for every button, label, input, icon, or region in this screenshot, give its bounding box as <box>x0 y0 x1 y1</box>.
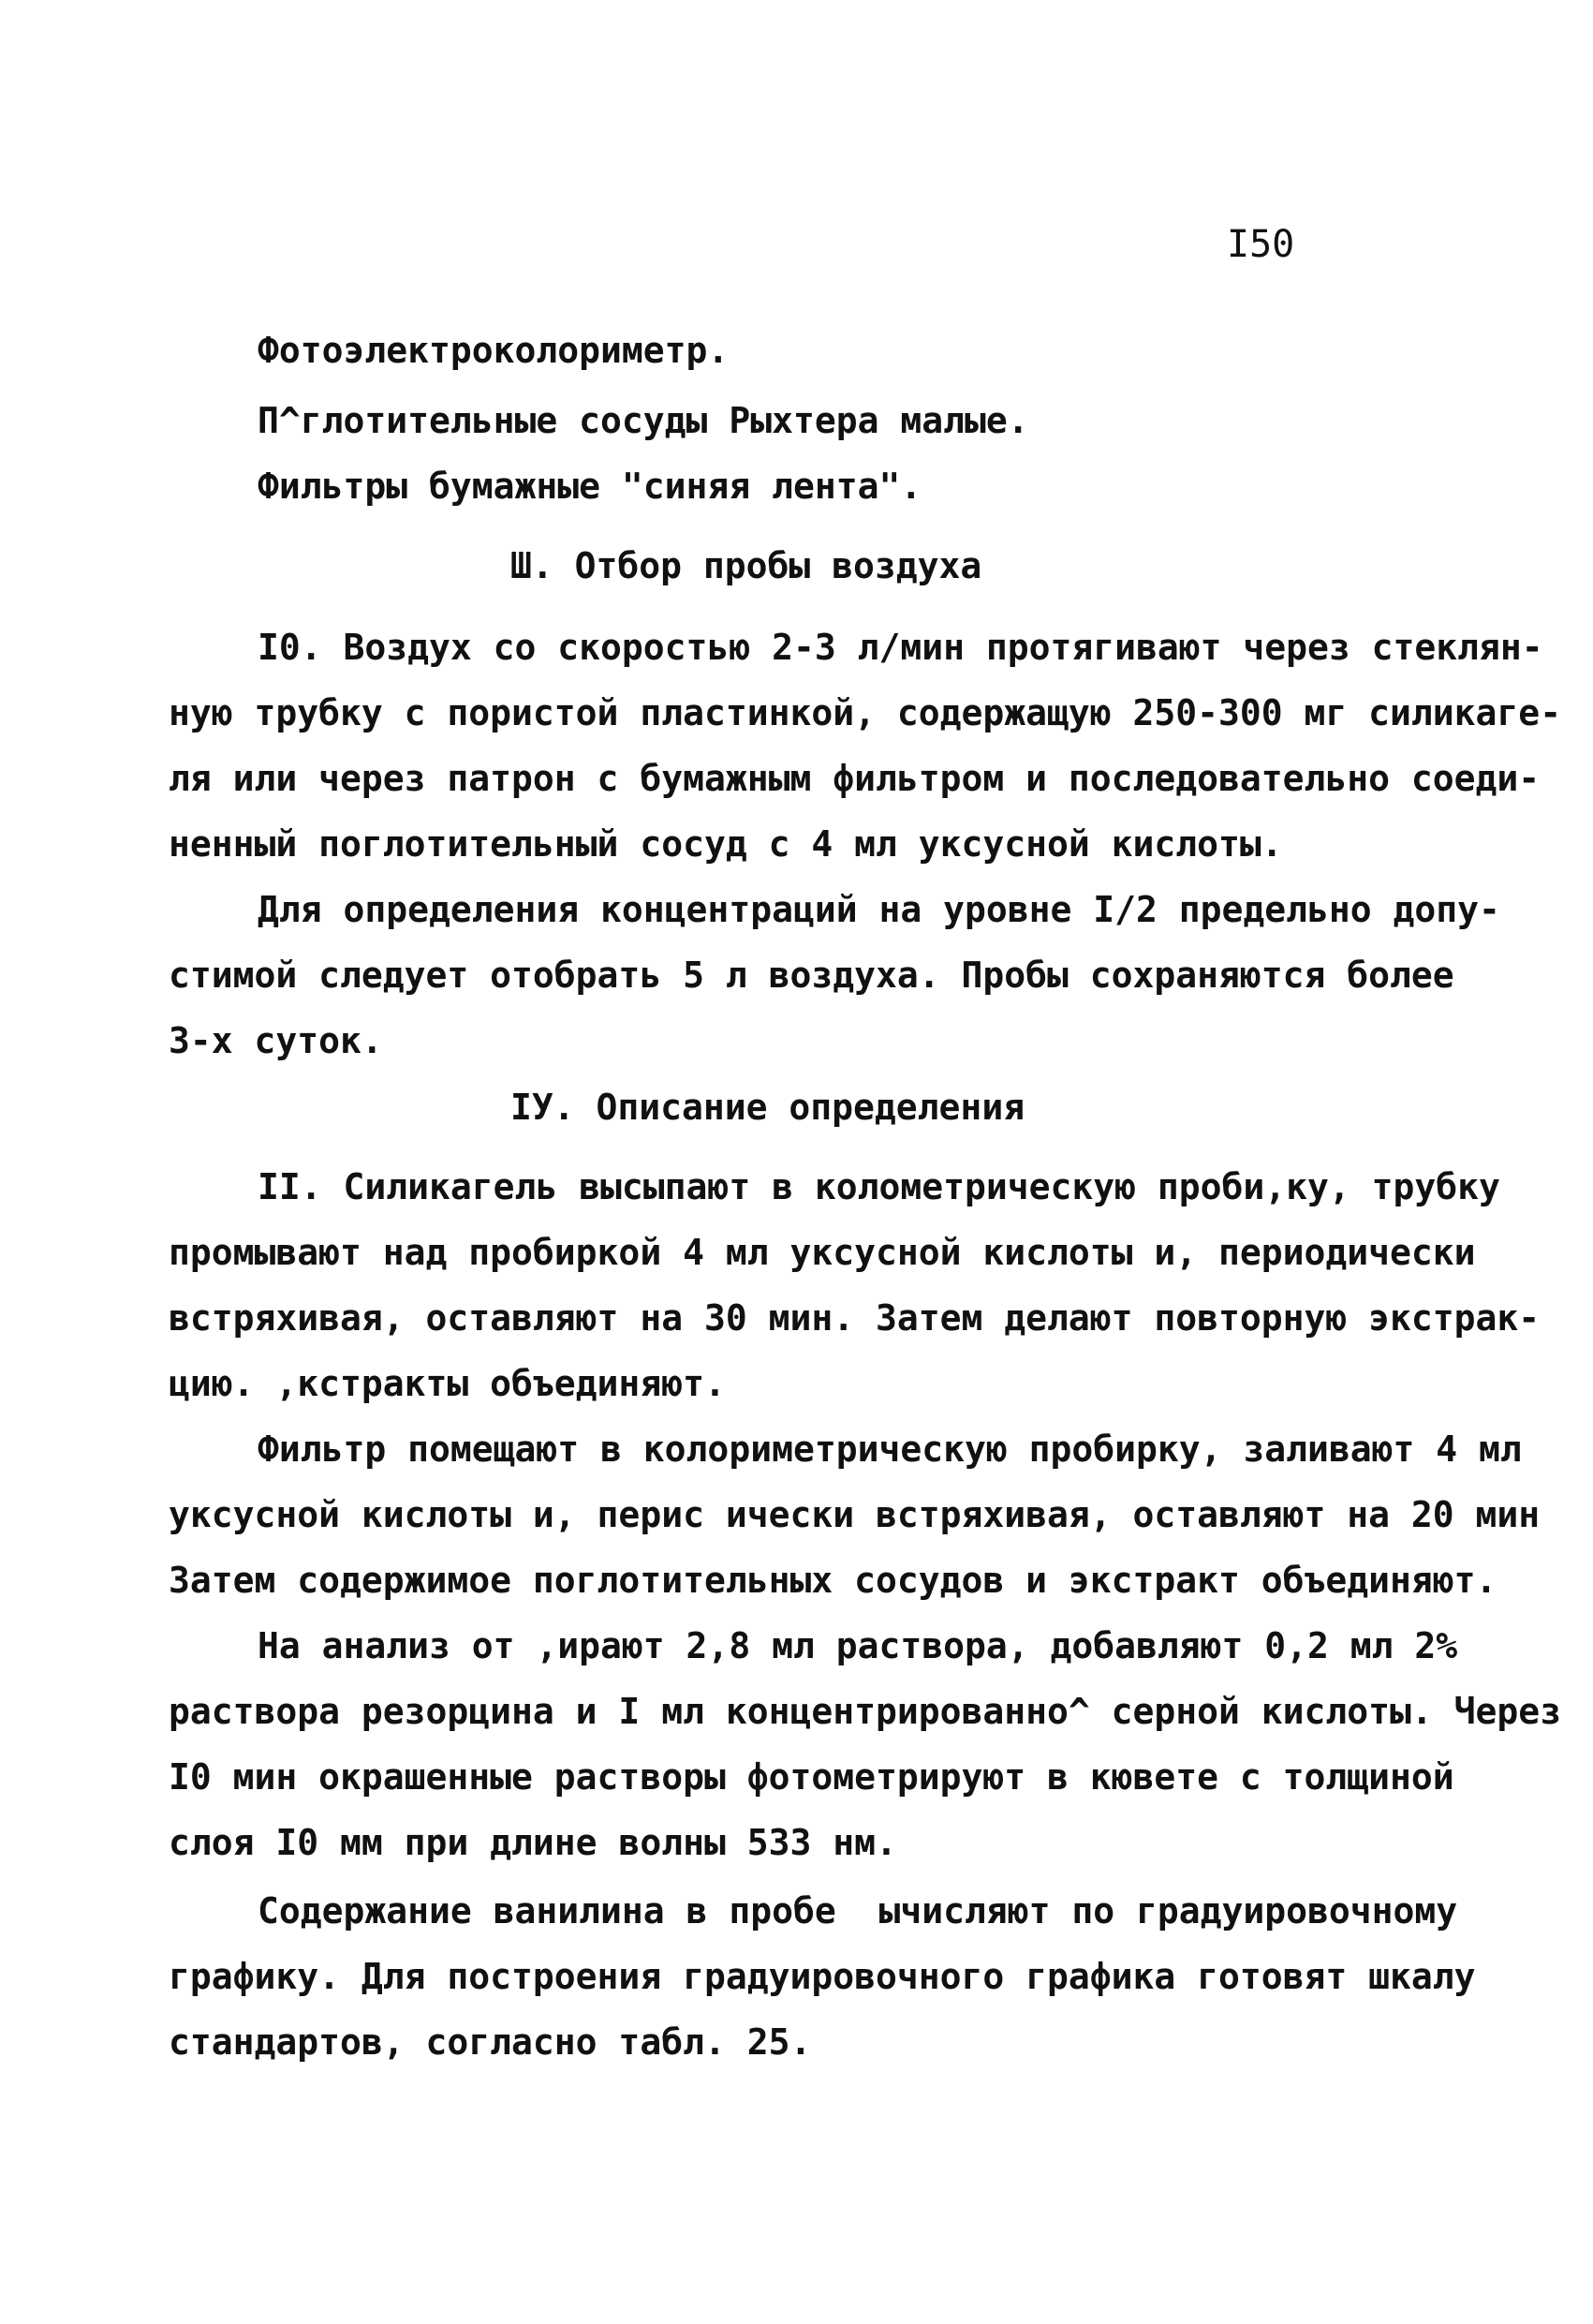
paragraph-line: Для определения концентраций на уровне I/2 предельно допу- <box>258 889 1500 930</box>
equipment-item-absorption-vessels: П^глотительные сосуды Рыхтера малые. <box>258 400 1029 441</box>
page-number: I50 <box>1227 223 1295 266</box>
paragraph-line: Затем содержимое поглотительных сосудов и экстракт объединяют. <box>169 1560 1497 1601</box>
paragraph-line: II. Силикагель высыпают в колометрическую проби,ку, трубку <box>258 1166 1500 1207</box>
paragraph-line: цию. ,кстракты объединяют. <box>169 1363 726 1404</box>
paragraph-line: Фильтр помещают в колориметрическую пробирку, заливают 4 мл <box>258 1428 1522 1470</box>
paragraph-line: слоя I0 мм при длине волны 533 нм. <box>169 1822 897 1863</box>
paragraph-line: стимой следует отобрать 5 л воздуха. Пробы сохраняются более <box>169 955 1454 996</box>
paragraph-line: ную трубку с пористой пластинкой, содержащую 250-300 мг силикаге- <box>169 692 1562 733</box>
equipment-item-photocolorimeter: Фотоэлектроколориметр. <box>258 330 730 371</box>
paragraph-line: 3-х суток. <box>169 1020 383 1061</box>
section-heading-procedure: IУ. Описание определения <box>510 1087 1025 1128</box>
paragraph-line: I0 мин окрашенные растворы фотометрируют в кювете с толщиной <box>169 1756 1454 1798</box>
equipment-item-paper-filters: Фильтры бумажные "синяя лента". <box>258 466 922 507</box>
paragraph-line: ненный поглотительный сосуд с 4 мл уксусной кислоты. <box>169 823 1283 865</box>
paragraph-line: Содержание ванилина в пробе ычисляют по градуировочному <box>258 1890 1458 1932</box>
paragraph-line: раствора резорцина и I мл концентрированно^ серной кислоты. Через <box>169 1691 1562 1732</box>
paragraph-line: I0. Воздух со скоростью 2-3 л/мин протягивают через стеклян- <box>258 627 1543 668</box>
paragraph-line: На анализ от ,ирают 2,8 мл раствора, добавляют 0,2 мл 2% <box>258 1625 1458 1666</box>
paragraph-line: уксусной кислоты и, перис ически встряхивая, оставляют на 20 мин <box>169 1494 1541 1535</box>
paragraph-line: ля или через патрон с бумажным фильтром и последовательно соеди- <box>169 758 1541 799</box>
paragraph-line: встряхивая, оставляют на 30 мин. Затем делают повторную экстрак- <box>169 1297 1541 1339</box>
paragraph-line: стандартов, согласно табл. 25. <box>169 2021 812 2063</box>
section-heading-air-sampling: Ш. Отбор пробы воздуха <box>510 545 982 586</box>
paragraph-line: промывают над пробиркой 4 мл уксусной кислоты и, периодически <box>169 1232 1476 1273</box>
paragraph-line: графику. Для построения градуировочного графика готовят шкалу <box>169 1956 1476 1997</box>
